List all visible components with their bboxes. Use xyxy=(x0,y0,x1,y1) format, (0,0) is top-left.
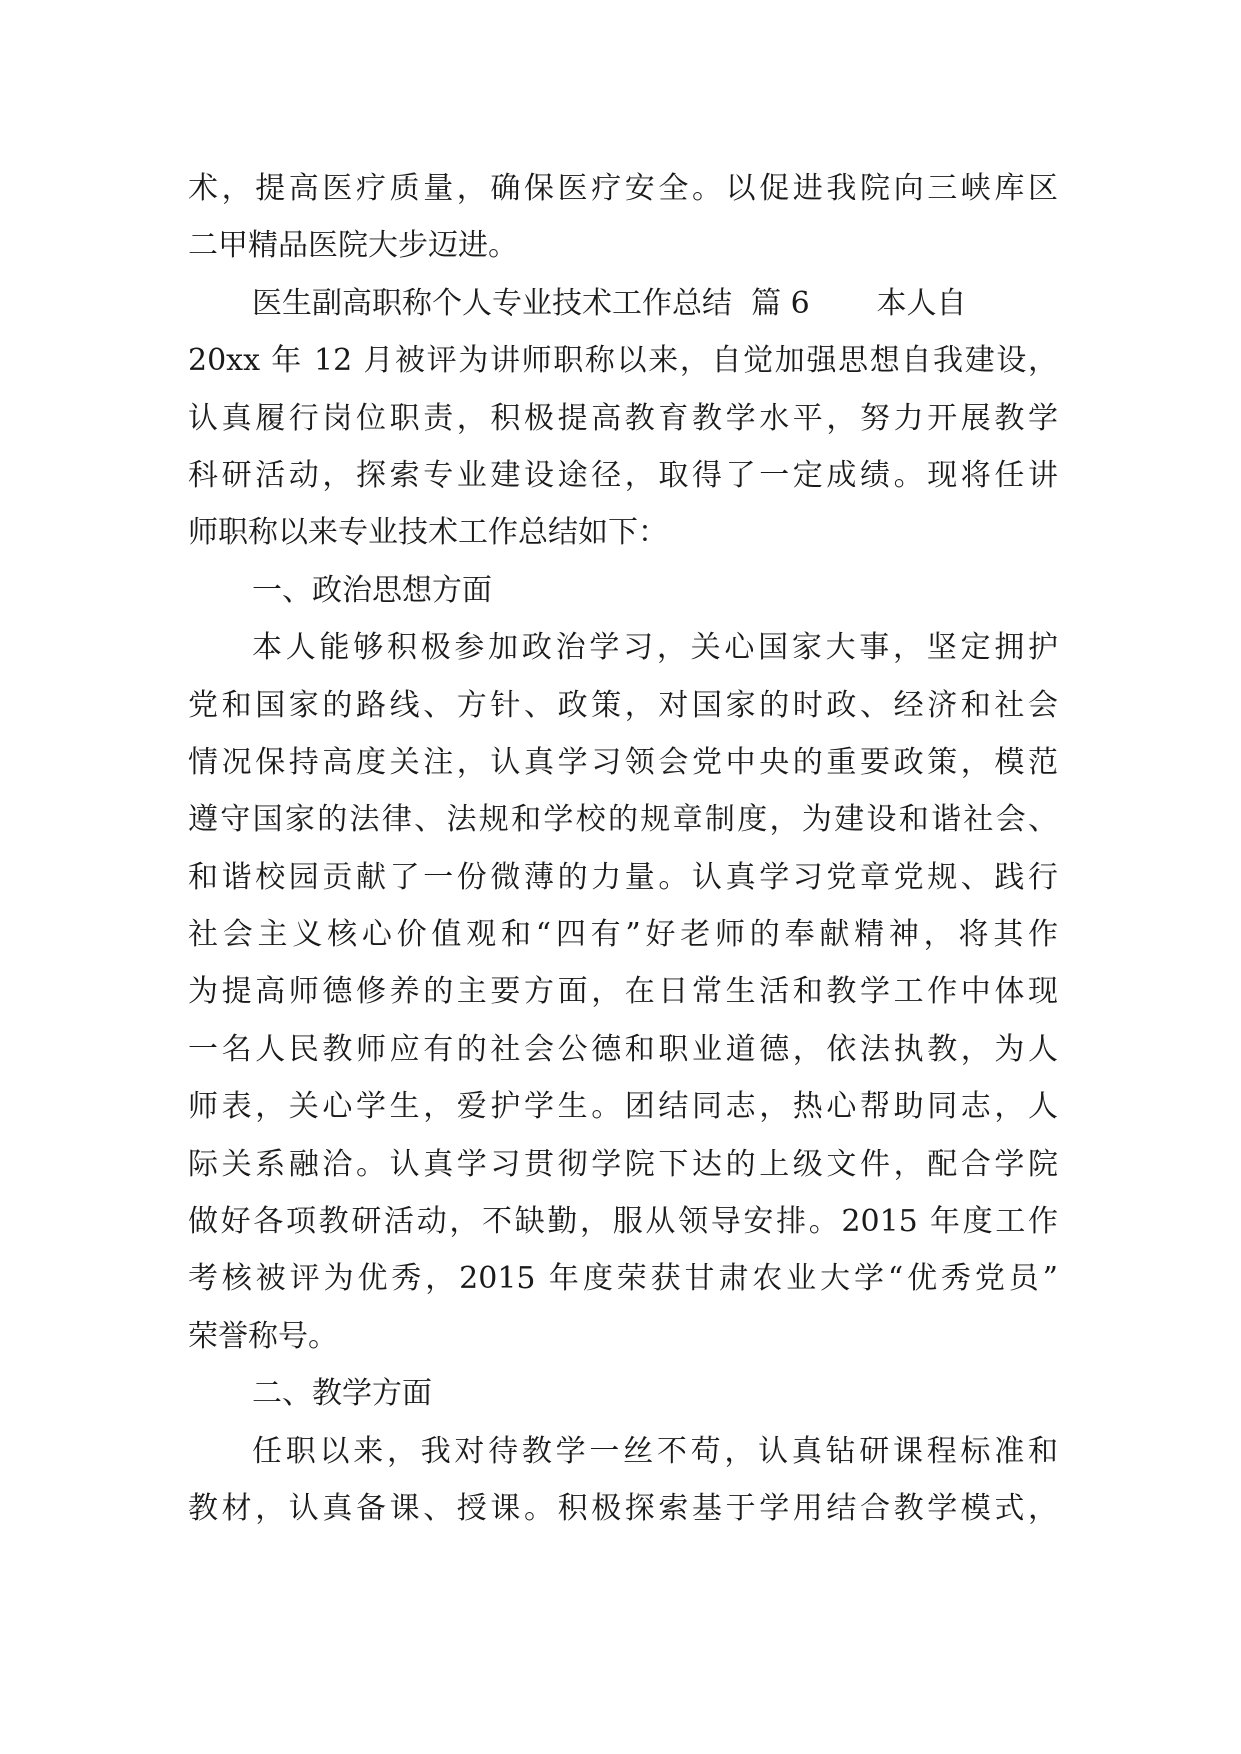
text-line: 医生副高职称个人专业技术工作总结 篇 6 本人自 xyxy=(252,285,967,321)
text-line: 二甲精品医院大步迈进。 xyxy=(188,228,518,264)
text-line: 做好各项教研活动，不缺勤，服从领导安排。2015 年度工作 xyxy=(188,1204,1058,1240)
text-line: 考核被评为优秀，2015 年度荣获甘肃农业大学“优秀党员” xyxy=(188,1261,1058,1297)
text-line: 际关系融洽。认真学习贯彻学院下达的上级文件，配合学院 xyxy=(188,1146,1058,1182)
text-line: 任职以来，我对待教学一丝不苟，认真钻研课程标准和 xyxy=(252,1433,1058,1469)
text-line: 一名人民教师应有的社会公德和职业道德，依法执教，为人 xyxy=(188,1031,1058,1067)
text-line: 20xx 年 12 月被评为讲师职称以来，自觉加强思想自我建设， xyxy=(188,343,1058,379)
text-line: 教材，认真备课、授课。积极探索基于学用结合教学模式， xyxy=(188,1490,1058,1526)
text-line: 荣誉称号。 xyxy=(188,1318,338,1354)
text-line: 为提高师德修养的主要方面，在日常生活和教学工作中体现 xyxy=(188,974,1058,1010)
text-line: 科研活动，探索专业建设途径，取得了一定成绩。现将任讲 xyxy=(188,457,1058,493)
text-line: 术，提高医疗质量，确保医疗安全。以促进我院向三峡库区 xyxy=(188,171,1058,206)
text-line: 情况保持高度关注，认真学习领会党中央的重要政策，模范 xyxy=(188,744,1058,780)
text-line: 本人能够积极参加政治学习，关心国家大事，坚定拥护 xyxy=(252,630,1058,666)
text-line: 社会主义核心价值观和“四有”好老师的奉献精神，将其作 xyxy=(188,917,1058,953)
text-line: 师职称以来专业技术工作总结如下： xyxy=(188,515,668,551)
text-line: 师表，关心学生，爱护学生。团结同志，热心帮助同志，人 xyxy=(188,1089,1058,1125)
text-line: 认真履行岗位职责，积极提高教育教学水平，努力开展教学 xyxy=(188,400,1058,436)
text-line: 二、教学方面 xyxy=(252,1376,432,1412)
document-body xyxy=(188,160,1058,1537)
text-line: 一、政治思想方面 xyxy=(252,572,492,608)
text-line: 党和国家的路线、方针、政策，对国家的时政、经济和社会 xyxy=(188,687,1058,723)
text-line: 和谐校园贡献了一份微薄的力量。认真学习党章党规、践行 xyxy=(188,859,1058,895)
text-line: 遵守国家的法律、法规和学校的规章制度，为建设和谐社会、 xyxy=(188,802,1058,838)
